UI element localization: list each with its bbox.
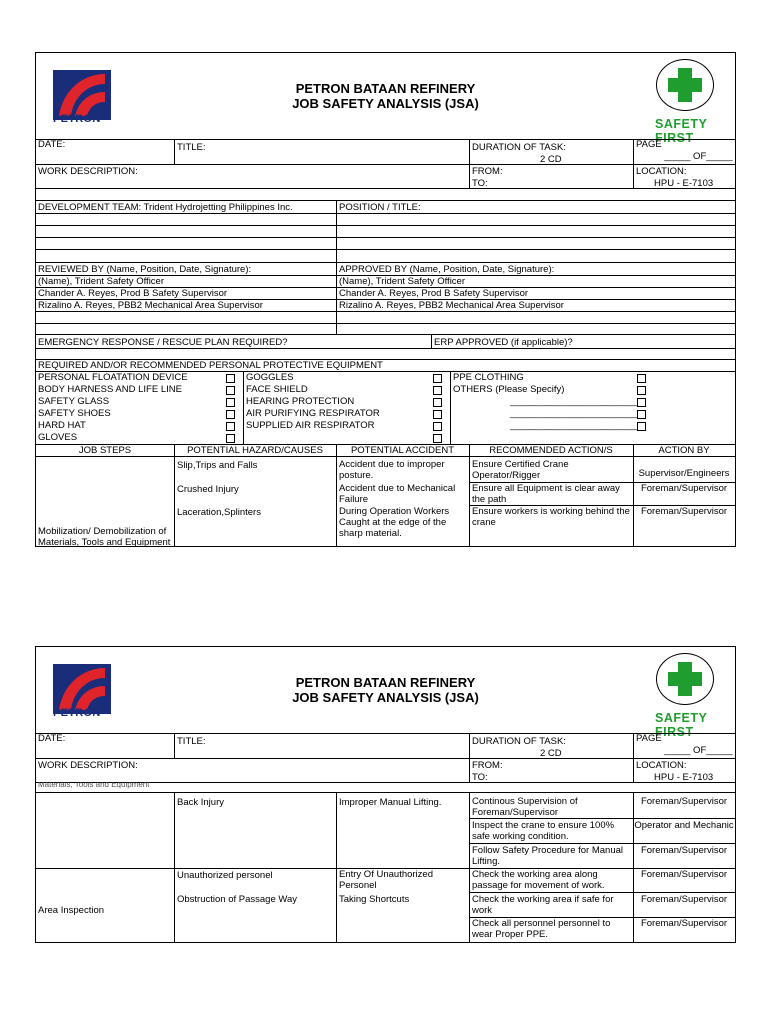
table-row: Foreman/Supervisor	[640, 894, 728, 905]
job-step-mobilization: Mobilization/ Demobilization of Materials, Tools and Equipment	[38, 526, 171, 546]
jsa-page-1	[35, 52, 736, 547]
location-value: HPU - E-7103	[654, 178, 714, 189]
table-row: Accident due to Mechanical Failure	[339, 483, 456, 505]
ppe-item-label: HARD HAT	[38, 420, 86, 431]
location-label: LOCATION:	[636, 166, 687, 177]
safety-text-1: SAFETY	[655, 711, 708, 725]
approver-2: Chander A. Reyes, Prod B Safety Supervisor	[339, 288, 529, 299]
ppe-item-label: GOGGLES	[246, 372, 294, 383]
company-name: PETRON BATAAN REFINERY	[295, 675, 476, 690]
page-of: _____ OF_____	[664, 151, 733, 162]
header-potential-hazard: POTENTIAL HAZARD/CAUSES	[187, 445, 323, 456]
table-row: Foreman/Supervisor	[640, 796, 728, 807]
ppe-checkbox[interactable]	[637, 386, 646, 395]
table-row: Follow Safety Procedure for Manual Lifting.	[472, 845, 624, 867]
ppe-checkbox[interactable]	[637, 374, 646, 383]
position-title-label: POSITION / TITLE:	[339, 202, 421, 213]
table-row: During Operation Workers Caught at the edge of the sharp material.	[339, 506, 450, 539]
ppe-item-label: ________________________	[510, 420, 637, 431]
header-action-by: ACTION BY	[658, 445, 710, 456]
reviewer-3: Rizalino A. Reyes, PBB2 Mechanical Area Supervisor	[38, 300, 263, 311]
ppe-checkbox[interactable]	[226, 374, 235, 383]
table-row: Foreman/Supervisor	[640, 506, 728, 517]
page-label: PAGE	[636, 139, 662, 150]
ppe-item-label: SAFETY GLASS	[38, 396, 110, 407]
work-description-label: WORK DESCRIPTION:	[38, 166, 138, 177]
to-label: TO:	[472, 178, 488, 189]
date-label: DATE:	[38, 733, 66, 744]
duration-value: 2 CD	[540, 748, 562, 759]
erp-approved-label: ERP APPROVED (if applicable)?	[434, 337, 573, 348]
job-step-area-inspection: Area Inspection	[38, 905, 105, 916]
table-row: Ensure all Equipment is clear away the path	[472, 483, 620, 505]
ppe-item-label: SUPPLIED AIR RESPIRATOR	[246, 420, 375, 431]
table-row: Slip,Trips and Falls	[177, 460, 258, 471]
table-row: Ensure workers is working behind the crane	[472, 506, 630, 528]
safety-text-2: FIRST	[655, 131, 694, 145]
document-title: JOB SAFETY ANALYSIS (JSA)	[292, 690, 479, 705]
ppe-checkbox[interactable]	[433, 374, 442, 383]
table-row: Foreman/Supervisor	[640, 918, 728, 929]
ppe-item-label: FACE SHIELD	[246, 384, 308, 395]
ppe-checkbox[interactable]	[433, 434, 442, 443]
document-title: JOB SAFETY ANALYSIS (JSA)	[292, 96, 479, 111]
location-value: HPU - E-7103	[654, 772, 714, 783]
ppe-item-label: BODY HARNESS AND LIFE LINE	[38, 384, 182, 395]
title-label: TITLE:	[177, 142, 206, 153]
safety-text-1: SAFETY	[655, 117, 708, 131]
work-description-label: WORK DESCRIPTION:	[38, 760, 138, 771]
ppe-checkbox[interactable]	[226, 434, 235, 443]
table-row: Taking Shortcuts	[339, 894, 410, 905]
date-label: DATE:	[38, 139, 66, 150]
table-row: Supervisor/Engineers	[638, 468, 730, 479]
logo-text: PETRON	[53, 113, 101, 125]
header-job-steps: JOB STEPS	[78, 445, 132, 456]
approved-by-label: APPROVED BY (Name, Position, Date, Signature):	[339, 264, 555, 275]
ppe-item-label: ________________________	[510, 408, 637, 419]
development-team: DEVELOPMENT TEAM: Trident Hydrojetting Philippines Inc.	[38, 202, 293, 213]
ppe-item-label: AIR PURIFYING RESPIRATOR	[246, 408, 380, 419]
ppe-item-label: PPE CLOTHING	[453, 372, 524, 383]
header-recommended-action: RECOMMENDED ACTION/S	[489, 445, 613, 456]
table-row: Laceration,Splinters	[177, 507, 261, 518]
table-row: Obstruction of Passage Way	[177, 894, 298, 905]
safety-cross-icon	[656, 653, 714, 705]
ppe-checkbox[interactable]	[637, 422, 646, 431]
duration-label: DURATION OF TASK:	[472, 142, 566, 153]
table-row: Inspect the crane to ensure 100% safe working condition.	[472, 820, 615, 842]
ppe-checkbox[interactable]	[226, 386, 235, 395]
table-row: Unauthorized personel	[177, 870, 273, 881]
ppe-checkbox[interactable]	[433, 410, 442, 419]
jsa-page-2	[35, 646, 736, 943]
ppe-checkbox[interactable]	[637, 410, 646, 419]
table-row: Operator and Mechanic	[634, 820, 734, 831]
table-row: Check all personnel personnel to wear Proper PPE.	[472, 918, 611, 940]
to-label: TO:	[472, 772, 488, 783]
ppe-checkbox[interactable]	[226, 398, 235, 407]
table-row: Crushed Injury	[177, 484, 239, 495]
table-row: Check the working area along passage for movement of work.	[472, 869, 605, 891]
ppe-item-label: GLOVES	[38, 432, 78, 443]
safety-first-badge	[653, 653, 715, 739]
table-row: Entry Of Unauthorized Personel	[339, 869, 433, 891]
table-row: Continous Supervision of Foreman/Supervisor	[472, 796, 578, 818]
ppe-checkbox[interactable]	[226, 422, 235, 431]
header-potential-accident: POTENTIAL ACCIDENT	[350, 445, 455, 456]
logo-text: PETRON	[53, 707, 101, 719]
ppe-item-label: PERSONAL FLOATATION DEVICE	[38, 372, 188, 383]
job-step-fragment: Materials, Tools and Equipment	[38, 782, 150, 789]
page-label: PAGE	[636, 733, 662, 744]
safety-first-badge	[653, 59, 715, 145]
ppe-checkbox[interactable]	[433, 386, 442, 395]
from-label: FROM:	[472, 166, 503, 177]
ppe-item-label: HEARING PROTECTION	[246, 396, 355, 407]
safety-text-2: FIRST	[655, 725, 694, 739]
from-label: FROM:	[472, 760, 503, 771]
table-row: Improper Manual Lifting.	[339, 797, 442, 808]
ppe-heading: REQUIRED AND/OR RECOMMENDED PERSONAL PROTECTIVE EQUIPMENT	[38, 360, 383, 371]
table-row: Back Injury	[177, 797, 224, 808]
table-row: Accident due to improper posture.	[339, 459, 445, 481]
reviewer-1: (Name), Trident Safety Officer	[38, 276, 165, 287]
table-row: Ensure Certified Crane Operator/Rigger	[472, 459, 569, 481]
safety-cross-icon	[656, 59, 714, 111]
reviewer-2: Chander A. Reyes, Prod B Safety Supervisor	[38, 288, 228, 299]
ppe-item-label: OTHERS (Please Specify)	[453, 384, 565, 395]
table-row: Foreman/Supervisor	[640, 869, 728, 880]
ppe-checkbox[interactable]	[433, 398, 442, 407]
ppe-item-label: ________________________	[510, 396, 637, 407]
table-row: Foreman/Supervisor	[640, 845, 728, 856]
approver-3: Rizalino A. Reyes, PBB2 Mechanical Area Supervisor	[339, 300, 564, 311]
page-of: _____ OF_____	[664, 745, 733, 756]
title-label: TITLE:	[177, 736, 206, 747]
company-name: PETRON BATAAN REFINERY	[295, 81, 476, 96]
location-label: LOCATION:	[636, 760, 687, 771]
erp-required-label: EMERGENCY RESPONSE / RESCUE PLAN REQUIRED?	[38, 337, 288, 348]
ppe-checkbox[interactable]	[637, 398, 646, 407]
duration-value: 2 CD	[540, 154, 562, 165]
table-row: Check the working area if safe for work	[472, 894, 614, 916]
ppe-checkbox[interactable]	[433, 422, 442, 431]
approver-1: (Name), Trident Safety Officer	[339, 276, 466, 287]
ppe-item-label: SAFETY SHOES	[38, 408, 111, 419]
duration-label: DURATION OF TASK:	[472, 736, 566, 747]
ppe-checkbox[interactable]	[226, 410, 235, 419]
table-row: Foreman/Supervisor	[640, 483, 728, 494]
reviewed-by-label: REVIEWED BY (Name, Position, Date, Signature):	[38, 264, 252, 275]
